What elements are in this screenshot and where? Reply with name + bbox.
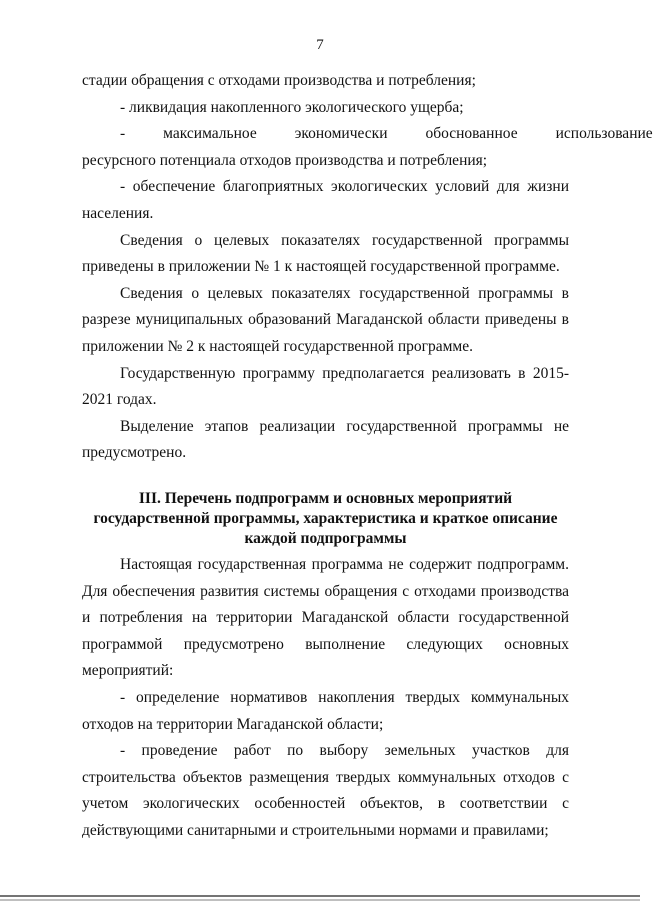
paragraph: стадии обращения с отходами производства и потребления; xyxy=(82,72,476,89)
list-item xyxy=(82,121,653,148)
section-heading xyxy=(82,489,569,549)
list-item: - обеспечение благоприятных экологических условий для жизни населения. xyxy=(82,178,569,222)
page-number: 7 xyxy=(316,37,324,53)
list-item: - ликвидация накопленного экологического ущерба; xyxy=(120,98,464,116)
scan-edge-line xyxy=(0,893,640,905)
heading-line: государственной программы, характеристика и краткое описание xyxy=(93,510,558,527)
paragraph: Сведения о целевых показателях государственной программы в разрезе муниципальных образований Магаданской области приведены в приложении № 2 к настоящей государственной программе. xyxy=(82,284,569,355)
body-text-bottom xyxy=(82,552,569,845)
heading-line: III. Перечень подпрограмм и основных мероприятий xyxy=(138,490,513,507)
heading-line: каждой подпрограммы xyxy=(244,530,407,547)
word: обоснованное xyxy=(425,125,518,143)
paragraph: ресурсного потенциала отходов производства и потребления; xyxy=(82,151,488,169)
dash: - xyxy=(120,125,126,143)
paragraph: Сведения о целевых показателях государственной программы приведены в приложении № 1 к настоящей государственной программе. xyxy=(82,231,569,276)
justified-line xyxy=(82,121,653,148)
body-text-top xyxy=(82,68,653,467)
paragraph: Государственную программу предполагается реализовать в 2015-2021 годах. xyxy=(82,364,569,409)
paragraph: Выделение этапов реализации государственной программы не предусмотрено. xyxy=(82,417,569,462)
list-item: - определение нормативов накопления твердых коммунальных отходов на территории Магаданской области; xyxy=(82,688,569,733)
list-item: - проведение работ по выбору земельных участков для строительства объектов размещения твердых коммунальных отходов с учетом экологических особенностей объектов, в соответствии с действующими санитарными и строительными нормами и правилами; xyxy=(82,742,569,839)
word: использование xyxy=(555,125,653,143)
paragraph: Настоящая государственная программа не содержит подпрограмм. Для обеспечения развития системы обращения с отходами производства и потребления на территории Магаданской области государственной программой предусмотрено выполнение следующих основных мероприятий: xyxy=(82,556,569,680)
word: максимальное xyxy=(163,125,257,143)
word: экономически xyxy=(294,125,388,143)
